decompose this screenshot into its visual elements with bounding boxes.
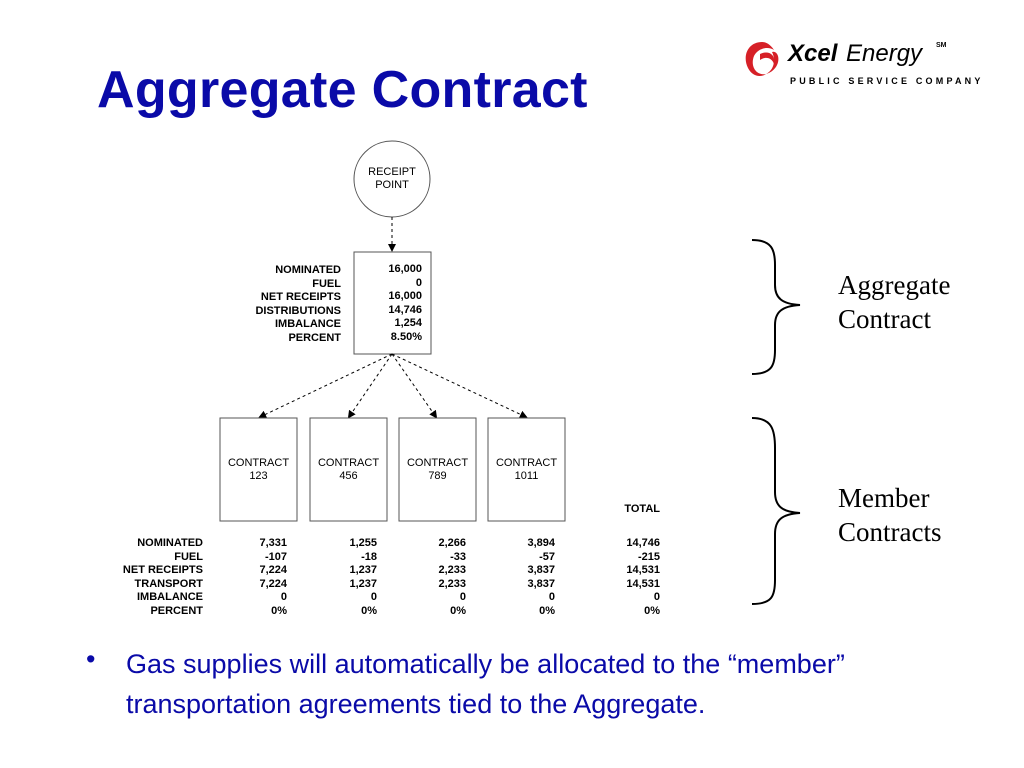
member-label-transport: TRANSPORT xyxy=(134,577,203,590)
contract-789-percent: 0% xyxy=(450,604,466,617)
member-label-imbalance: IMBALANCE xyxy=(137,591,203,604)
contract-456-values xyxy=(316,537,377,619)
contract-123-label xyxy=(220,457,297,483)
aggregate-value-net-receipts: 16,000 xyxy=(388,290,422,303)
contract-123-number: 123 xyxy=(249,470,268,482)
contract-123-imbalance: 0 xyxy=(280,591,287,604)
contract-1011-values xyxy=(494,537,555,619)
total-percent: 0% xyxy=(644,604,660,617)
contract-789-nominated: 2,266 xyxy=(438,537,466,549)
contract-789-label xyxy=(399,457,476,483)
contract-1011-nominated: 3,894 xyxy=(527,537,555,549)
aggregate-label-distributions: DISTRIBUTIONS xyxy=(255,304,341,317)
receipt-point-label xyxy=(355,166,429,192)
contract-789-fuel: -33 xyxy=(450,550,466,563)
receipt-point-line2: POINT xyxy=(375,179,409,191)
member-row-labels xyxy=(80,537,203,619)
aggregate-value-imbalance: 1,254 xyxy=(394,317,422,330)
member-label-percent: PERCENT xyxy=(150,604,203,617)
contract-1011-title: CONTRACT xyxy=(495,457,558,469)
bullet-dot-icon: • xyxy=(86,644,96,674)
aggregate-label-percent: PERCENT xyxy=(288,331,341,344)
aggregate-to-contract-456-arrow xyxy=(349,354,392,417)
member-label-fuel: FUEL xyxy=(174,550,203,563)
total-values xyxy=(598,537,660,619)
aggregate-side-line2: Contract xyxy=(838,304,931,334)
member-label-net-receipts: NET RECEIPTS xyxy=(122,564,203,577)
total-transport: 14,531 xyxy=(626,577,660,590)
slide-title: Aggregate Contract xyxy=(97,61,588,119)
contract-1011-fuel: -57 xyxy=(539,550,555,563)
member-contracts-side-label xyxy=(838,481,941,549)
logo-brand-light: Energy xyxy=(846,40,923,67)
aggregate-to-contract-789-arrow xyxy=(392,354,436,417)
total-nominated: 14,746 xyxy=(626,537,660,549)
aggregate-label-imbalance: IMBALANCE xyxy=(275,318,341,331)
aggregate-label-fuel: FUEL xyxy=(312,277,341,290)
contract-1011-number: 1011 xyxy=(514,470,539,482)
contract-456-imbalance: 0 xyxy=(370,591,377,604)
contract-1011-percent: 0% xyxy=(539,604,555,617)
member-label-nominated: NOMINATED xyxy=(137,537,203,549)
aggregate-value-nominated: 16,000 xyxy=(388,263,422,275)
total-header: TOTAL xyxy=(624,503,660,515)
bullet-text: Gas supplies will automatically be allocated to the “member” transportation agreements tied to the Aggregate. xyxy=(126,649,845,719)
logo-service-mark: SM xyxy=(936,42,947,49)
contract-123-net-receipts: 7,224 xyxy=(259,564,287,577)
contract-456-title: CONTRACT xyxy=(317,457,380,469)
contract-456-transport: 1,237 xyxy=(349,577,377,590)
total-imbalance: 0 xyxy=(653,591,660,604)
contract-456-number: 456 xyxy=(339,470,358,482)
aggregate-contract-side-label xyxy=(838,268,950,336)
members-side-line1: Member xyxy=(838,483,930,513)
contract-456-percent: 0% xyxy=(361,604,377,617)
aggregate-to-contract-1011-arrow xyxy=(392,354,526,417)
contract-1011-transport: 3,837 xyxy=(527,577,555,590)
contract-123-fuel: -107 xyxy=(264,550,287,563)
aggregate-values xyxy=(356,263,422,345)
total-net-receipts: 14,531 xyxy=(626,564,660,577)
aggregate-brace xyxy=(752,240,800,374)
contract-789-title: CONTRACT xyxy=(406,457,469,469)
contract-789-values xyxy=(405,537,466,619)
contract-123-values xyxy=(226,537,287,619)
contract-1011-label xyxy=(488,457,565,483)
contract-456-fuel: -18 xyxy=(361,550,377,563)
contract-789-imbalance: 0 xyxy=(459,591,466,604)
aggregate-value-percent: 8.50% xyxy=(390,330,422,343)
members-brace xyxy=(752,418,800,604)
contract-456-nominated: 1,255 xyxy=(349,537,377,549)
aggregate-to-contract-123-arrow xyxy=(260,354,392,417)
contract-456-label xyxy=(310,457,387,483)
aggregate-value-distributions: 14,746 xyxy=(388,303,422,316)
aggregate-row-labels xyxy=(200,264,341,346)
contract-456-net-receipts: 1,237 xyxy=(349,564,377,577)
contract-789-transport: 2,233 xyxy=(438,577,466,590)
contract-123-percent: 0% xyxy=(271,604,287,617)
contract-123-title: CONTRACT xyxy=(227,457,290,469)
aggregate-label-nominated: NOMINATED xyxy=(275,264,341,276)
aggregate-side-line1: Aggregate xyxy=(838,270,951,300)
aggregate-value-fuel: 0 xyxy=(415,276,422,289)
contract-789-net-receipts: 2,233 xyxy=(438,564,466,577)
contract-123-nominated: 7,331 xyxy=(259,537,287,549)
contract-789-number: 789 xyxy=(428,470,447,482)
logo-subtitle: PUBLIC SERVICE COMPANY xyxy=(790,76,984,86)
logo-brand-bold: Xcel xyxy=(788,40,838,67)
contract-123-transport: 7,224 xyxy=(259,577,287,590)
contract-1011-imbalance: 0 xyxy=(548,591,555,604)
members-side-line2: Contracts xyxy=(838,517,942,547)
receipt-point-line1: RECEIPT xyxy=(368,166,416,178)
total-fuel: -215 xyxy=(637,550,660,563)
contract-1011-net-receipts: 3,837 xyxy=(527,564,555,577)
aggregate-label-net-receipts: NET RECEIPTS xyxy=(260,291,341,304)
